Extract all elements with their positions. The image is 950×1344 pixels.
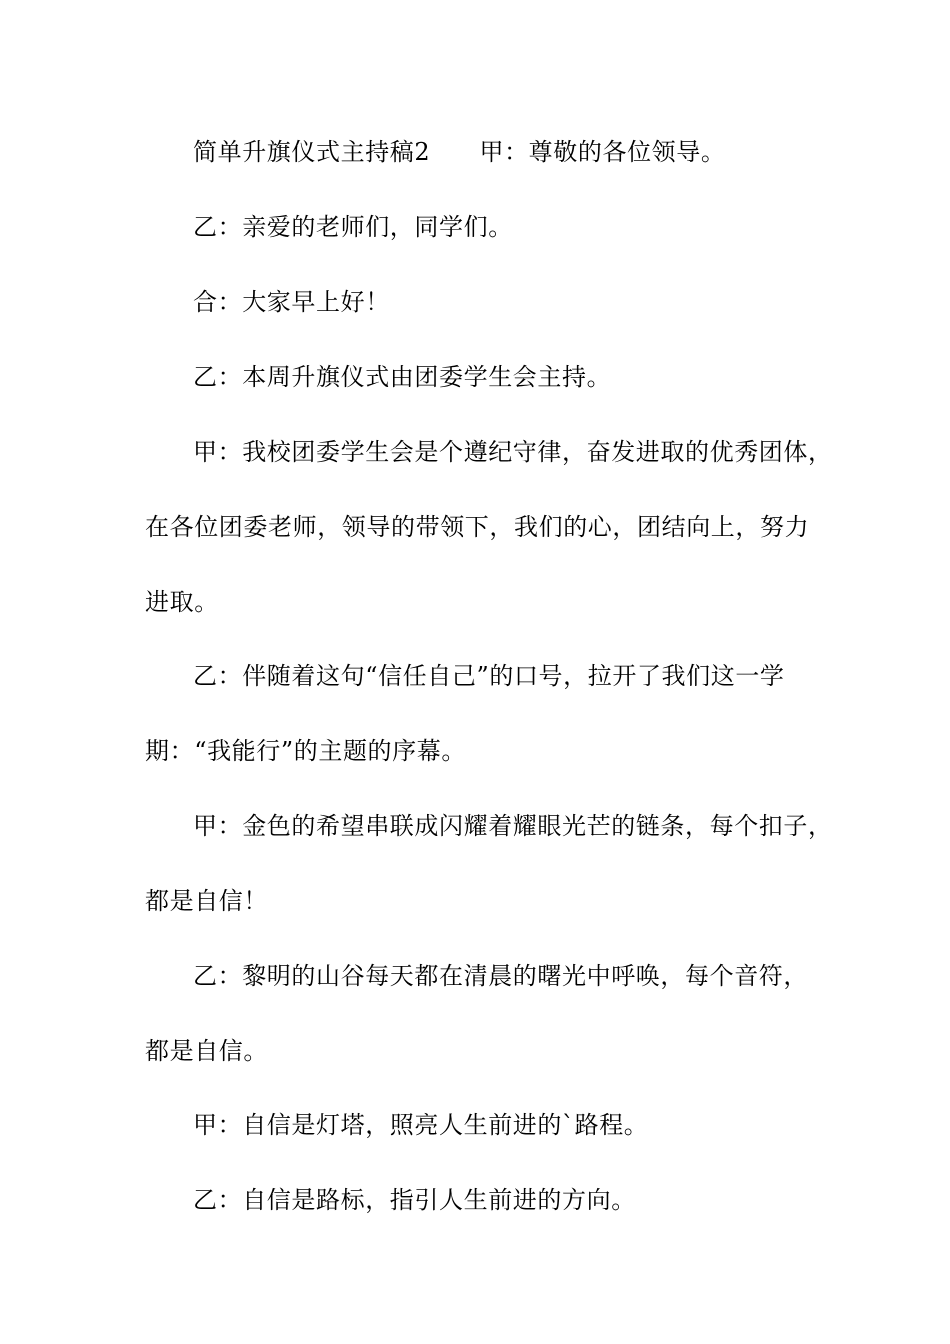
line-paragraph-continuation: 期：“我能行”的主题的序幕。 [145,737,466,765]
line-paragraph-continuation: 都是自信！ [145,887,268,915]
line-paragraph: 乙：黎明的山谷每天都在清晨的曙光中呼唤，每个音符， [193,962,808,990]
line-paragraph-continuation: 进取。 [145,588,219,616]
line-paragraph: 合：大家早上好！ [193,288,390,316]
line-paragraph: 乙：伴随着这句“信任自己”的口号，拉开了我们这一学 [193,662,785,690]
line-paragraph: 甲：自信是灯塔，照亮人生前进的`路程。 [193,1111,649,1139]
line-paragraph-continuation: 都是自信。 [145,1037,268,1065]
line-paragraph: 乙：自信是路标，指引人生前进的方向。 [193,1186,636,1214]
line-paragraph: 甲：金色的希望串联成闪耀着耀眼光芒的链条，每个扣子， [193,812,833,840]
line-title-intro: 简单升旗仪式主持稿2 甲：尊敬的各位领导。 [193,138,726,166]
line-paragraph: 甲：我校团委学生会是个遵纪守律，奋发进取的优秀团体， [193,438,833,466]
line-paragraph-continuation: 在各位团委老师，领导的带领下，我们的心，团结向上，努力 [145,513,810,541]
line-paragraph: 乙：本周升旗仪式由团委学生会主持。 [193,363,612,391]
line-paragraph: 乙：亲爱的老师们，同学们。 [193,213,513,241]
